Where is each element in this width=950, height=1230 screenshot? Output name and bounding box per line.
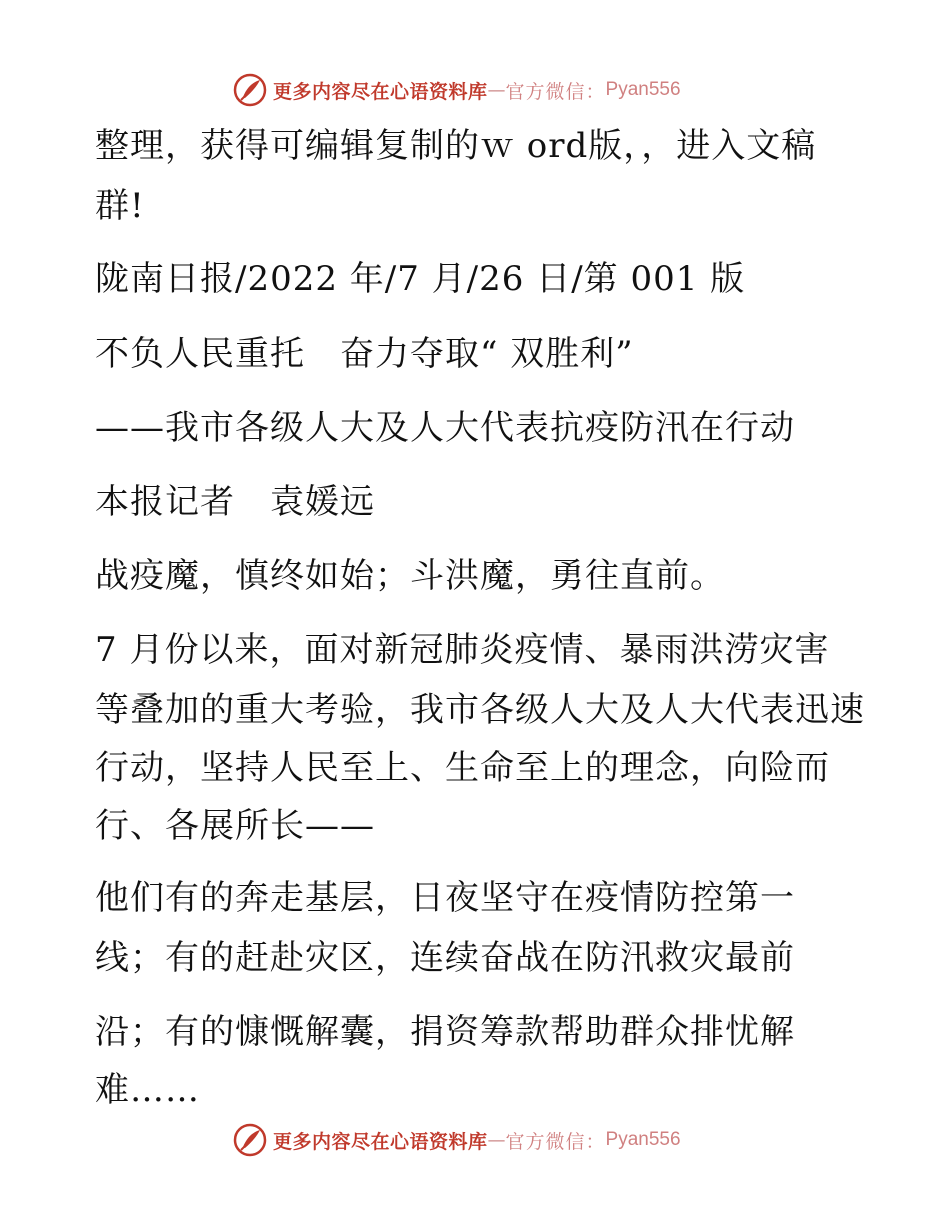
article-byline: 本报记者 袁媛远 (95, 482, 375, 522)
footer-watermark (233, 1122, 681, 1158)
text-line-intro-cont: 群! (95, 186, 145, 226)
paragraph-line: 难…… (95, 1070, 200, 1110)
article-subheadline: ——我市各级人大及人大代表抗疫防汛在行动 (95, 408, 795, 448)
paragraph-line: 他们有的奔走基层，日夜坚守在疫情防控第一 (95, 878, 795, 918)
quill-logo-icon (233, 1123, 267, 1157)
watermark-wechat-id: Pyan556 (605, 1129, 681, 1150)
paragraph-line: 行动，坚持人民至上、生命至上的理念，向险而 (95, 748, 830, 788)
text-line-intro: 整理，获得可编辑复制的ｗ ord版，，进入文稿 (95, 126, 817, 166)
text-line-dateline: 陇南日报/2022 年/7 月/26 日/第 001 版 (95, 259, 746, 299)
watermark-main-text: 更多内容尽在心语资料库 (273, 1130, 488, 1153)
watermark-wechat-label: 官方微信： (505, 80, 606, 103)
watermark-wechat-id: Pyan556 (605, 79, 681, 100)
paragraph-line: 沿；有的慷慨解囊，捐资筹款帮助群众排忧解 (95, 1012, 795, 1052)
article-headline: 不负人民重托 奋力夺取“ 双胜利” (95, 334, 634, 374)
watermark-main-text: 更多内容尽在心语资料库 (273, 80, 488, 103)
paragraph-line: 行、各展所长—— (95, 806, 375, 846)
header-watermark (233, 72, 681, 108)
watermark-wechat-label: 官方微信： (505, 1130, 606, 1153)
watermark-separator: — (487, 1129, 506, 1151)
watermark-separator: — (487, 79, 506, 101)
paragraph-line: 线；有的赶赴灾区，连续奋战在防汛救灾最前 (95, 938, 795, 978)
paragraph-line: 战疫魔，慎终如始；斗洪魔，勇往直前。 (95, 556, 725, 596)
paragraph-line: 等叠加的重大考验，我市各级人大及人大代表迅速 (95, 690, 865, 730)
quill-logo-icon (233, 73, 267, 107)
paragraph-line: 7 月份以来，面对新冠肺炎疫情、暴雨洪涝灾害 (95, 630, 830, 670)
